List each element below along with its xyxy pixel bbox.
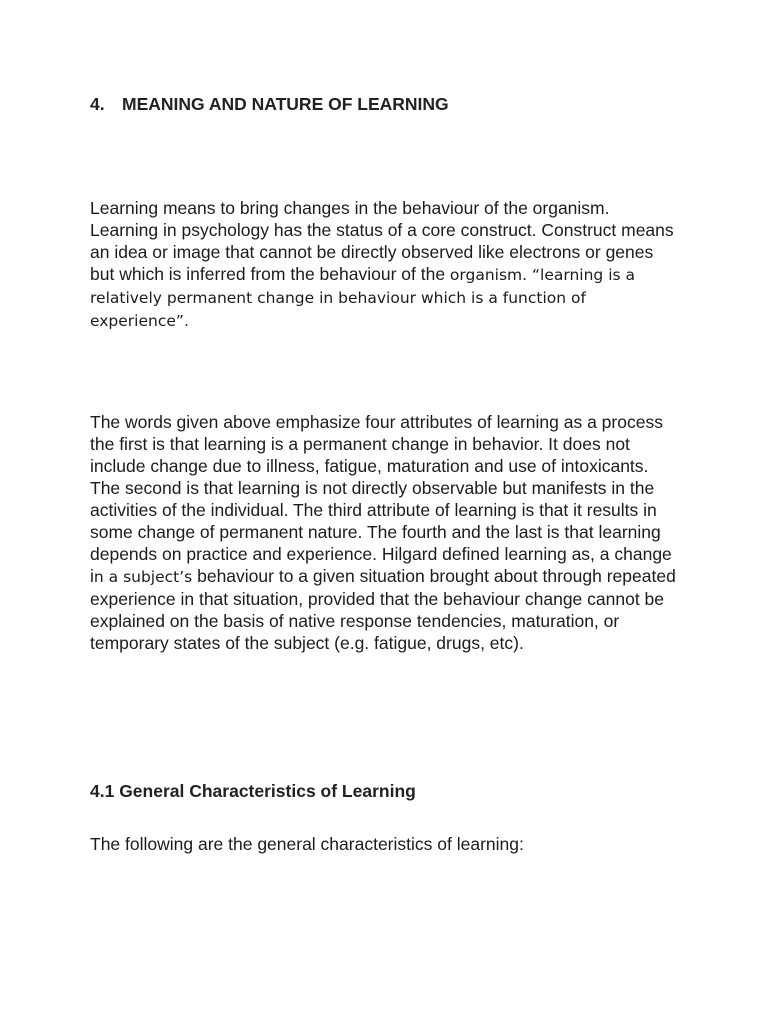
paragraph-attributes-text-c: behaviour to a given situation brought about through repeated experience in that situation, provided that the behaviour change cannot be explained on the basis of native response tendencies, maturation, or temporary states of the subject (e.g. fatigue, drugs, etc). — [90, 566, 676, 653]
paragraph-definition-text: Learning means to bring changes in the behaviour of the organism. Learning in psychology has the status of a core construct. Construct means an idea or image that cannot be directly observed like electrons or genes but which is inferred from the behaviour of the — [90, 198, 674, 284]
paragraph-characteristics-intro: The following are the general characteristics of learning: — [90, 834, 524, 854]
paragraph-attributes — [90, 411, 678, 654]
subsection-heading: 4.1 General Characteristics of Learning — [90, 781, 416, 801]
paragraph-attributes-text-b: n a subject’s — [93, 568, 193, 586]
section-heading — [90, 94, 449, 115]
paragraph-attributes-text-a: The words given above emphasize four attributes of learning as a process the first is that learning is a permanent change in behavior. It does not include change due to illness, fatigue, maturation and use of intoxicants. The second is that learning is not directly observable but manifests in the activities of the individual. The third attribute of learning is that it results in some change of permanent nature. The fourth and the last is that learning depends on practice and experience. Hilgard defined learning as, a change i — [90, 412, 672, 586]
learning-definition-quote: organism. “learning is a relatively permanent change in behaviour which is a function of experience”. — [90, 266, 635, 330]
section-number: 4. — [90, 94, 105, 114]
section-title: MEANING AND NATURE OF LEARNING — [122, 94, 449, 114]
paragraph-definition — [90, 197, 678, 332]
